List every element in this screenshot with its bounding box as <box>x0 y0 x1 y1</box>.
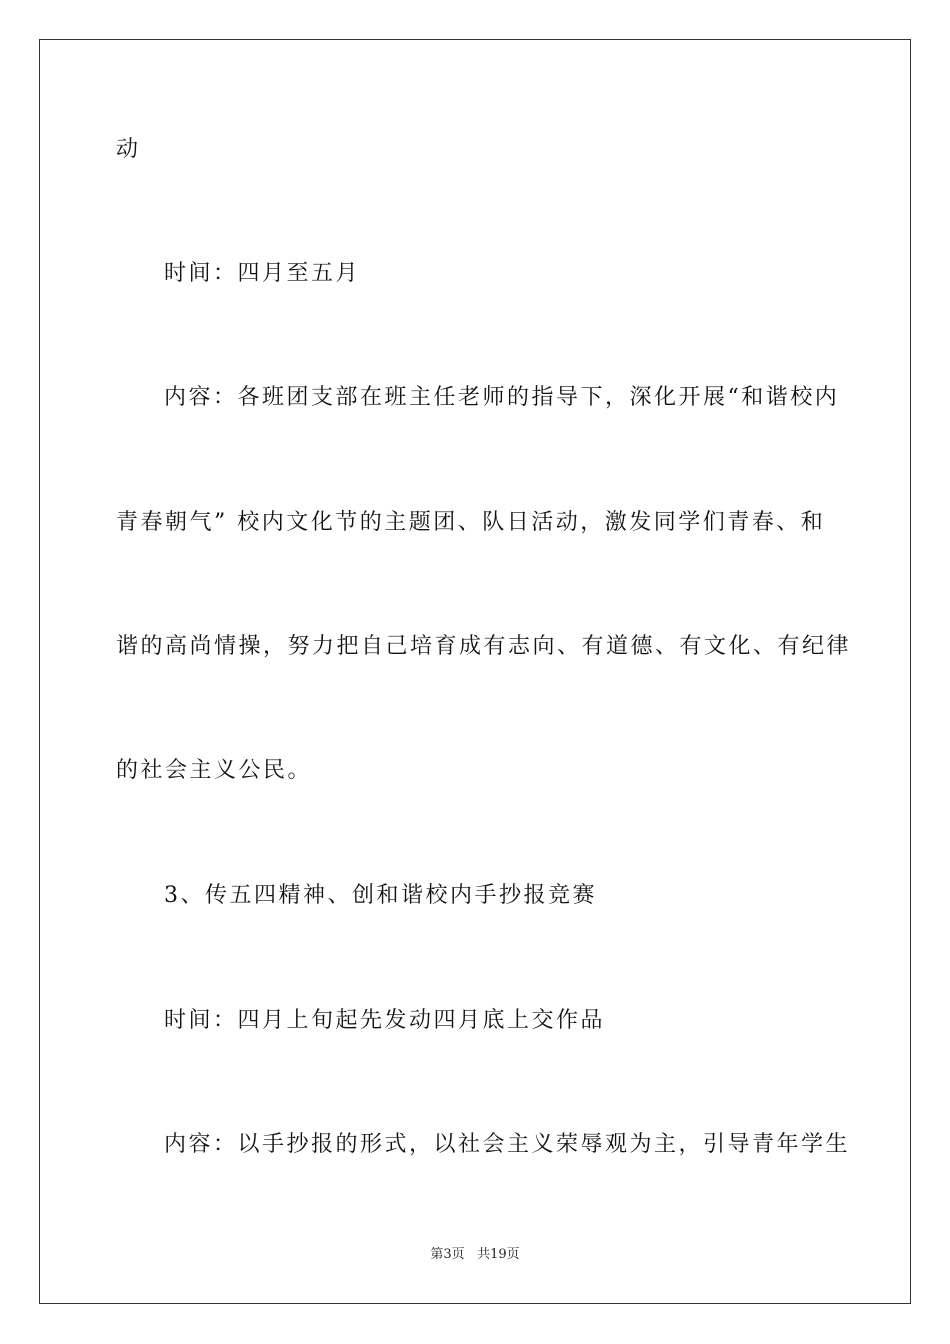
paragraph-line-5: 谐的高尚情操，努力把自己培育成有志向、有道德、有文化、有纪律 <box>116 634 852 659</box>
page-footer <box>0 1246 950 1264</box>
paragraph-line-2: 时间：四月至五月 <box>164 261 361 286</box>
paragraph-line-3: 内容：各班团支部在班主任老师的指导下，深化开展“和谐校内 <box>164 385 840 410</box>
paragraph-line-1: 动 <box>116 137 141 162</box>
section-heading-3: 3、传五四精神、创和谐校内手抄报竞赛 <box>164 883 597 908</box>
page-total: 共19页 <box>477 1247 520 1262</box>
paragraph-line-4: 青春朝气” 校内文化节的主题团、队日活动，激发同学们青春、和 <box>116 510 826 535</box>
page-number: 第3页 <box>430 1247 465 1262</box>
paragraph-line-9: 内容：以手抄报的形式，以社会主义荣辱观为主，引导青年学生 <box>164 1132 851 1157</box>
paragraph-line-8: 时间：四月上旬起先发动四月底上交作品 <box>164 1008 606 1033</box>
page-border <box>39 39 911 1304</box>
paragraph-line-6: 的社会主义公民。 <box>116 758 313 783</box>
